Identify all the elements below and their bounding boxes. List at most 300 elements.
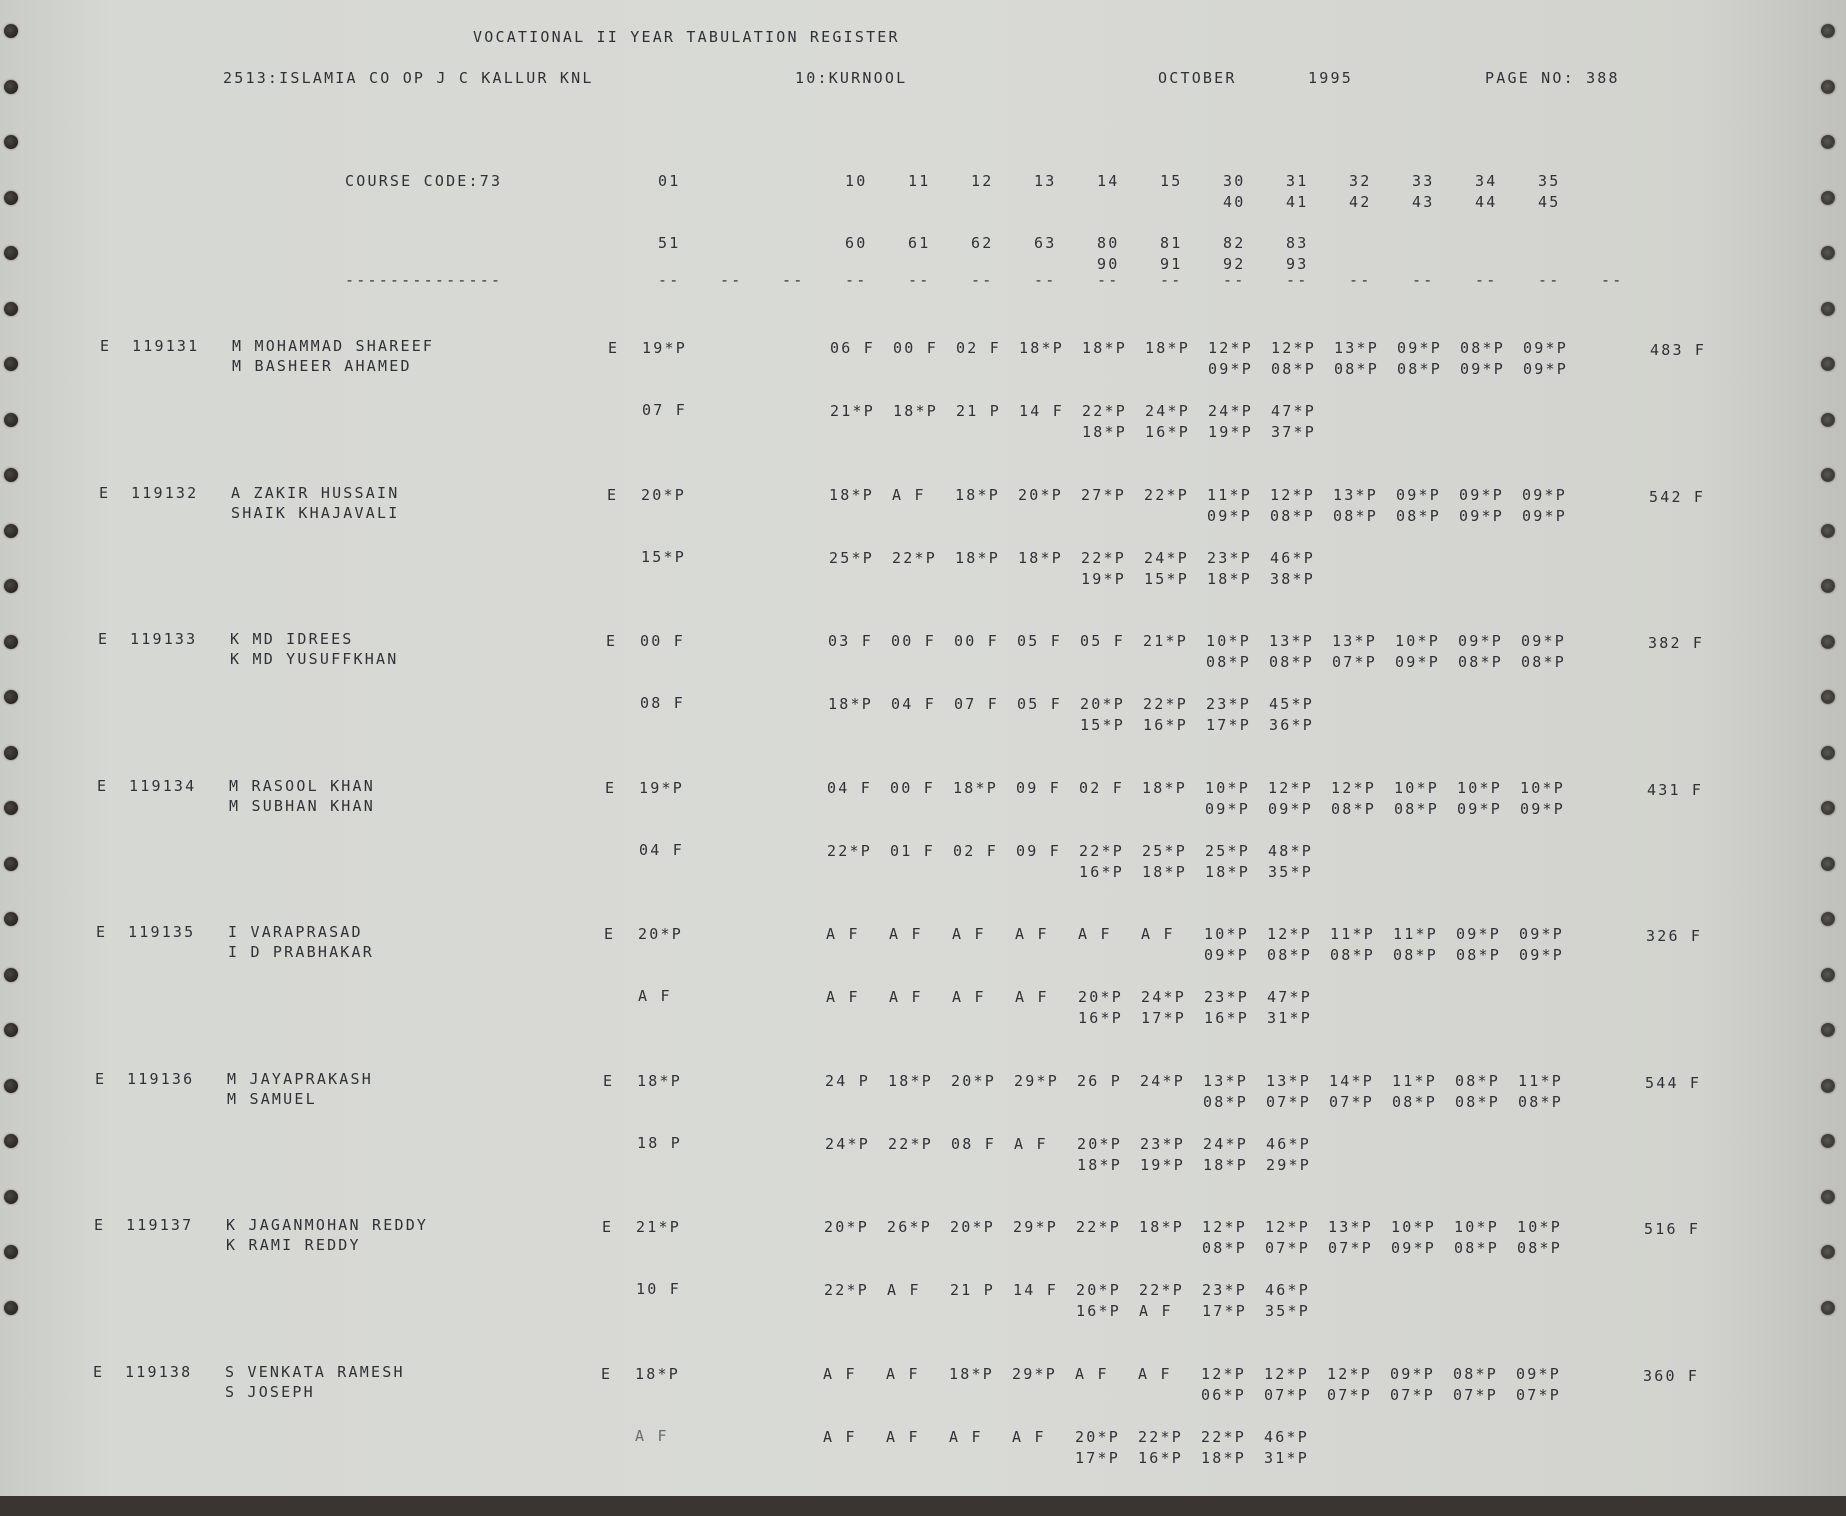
exam-type: E (98, 630, 110, 648)
feed-hole (1821, 690, 1835, 704)
subject-mark: 22*P (1143, 695, 1188, 713)
subject-mark: 08*P (1206, 653, 1251, 671)
subject-mark: A F (952, 925, 986, 943)
subject-mark: A F (1075, 1365, 1109, 1383)
subject-mark: 23*P (1140, 1135, 1185, 1153)
subject-mark: 09*P (1522, 507, 1567, 525)
subject-mark: 10*P (1391, 1218, 1436, 1236)
subject-mark: 08*P (1521, 653, 1566, 671)
subject-mark: A F (886, 1365, 920, 1383)
feed-hole (4, 302, 18, 316)
subject-mark: 14 F (1019, 402, 1064, 420)
feed-hole (1821, 135, 1835, 149)
father-name: M SUBHAN KHAN (229, 797, 375, 815)
subject-mark: 07*P (1329, 1093, 1374, 1111)
subject-mark: 21*P (830, 402, 875, 420)
subject-mark: A F (1012, 1428, 1046, 1446)
subject-mark: 08*P (1393, 946, 1438, 964)
feed-hole (4, 468, 18, 482)
student-name: S VENKATA RAMESH (225, 1363, 405, 1381)
subject-mark: 20*P (1076, 1281, 1121, 1299)
feed-hole (4, 746, 18, 760)
subject-mark: 09*P (1204, 946, 1249, 964)
subject-mark: 10*P (1457, 779, 1502, 797)
feed-hole (4, 1245, 18, 1259)
student-name: K MD IDREES (230, 630, 354, 648)
medium: E (608, 339, 620, 357)
subject-mark: 12*P (1270, 486, 1315, 504)
subject-mark: 23*P (1204, 988, 1249, 1006)
subject-mark: 05 F (1080, 632, 1125, 650)
feed-hole (1821, 246, 1835, 260)
subject-01-mark: 20*P (641, 486, 686, 504)
column-code: 93 (1286, 255, 1309, 273)
subject-mark: 20*P (1018, 486, 1063, 504)
subject-mark: 18*P (1203, 1156, 1248, 1174)
subject-mark: 05 F (1017, 632, 1062, 650)
subject-mark: 08*P (1456, 946, 1501, 964)
hall-ticket-number: 119138 (125, 1363, 193, 1381)
subject-mark: 07*P (1265, 1239, 1310, 1257)
column-code: 44 (1475, 193, 1498, 211)
subject-mark: 46*P (1270, 549, 1315, 567)
subject-mark: 31*P (1264, 1449, 1309, 1467)
column-divider: -- (720, 271, 743, 289)
grand-total: 516 F (1644, 1220, 1701, 1238)
subject-mark: 08*P (1334, 360, 1379, 378)
subject-mark: 09*P (1521, 632, 1566, 650)
subject-mark: 12*P (1264, 1365, 1309, 1383)
subject-mark: 24*P (1145, 402, 1190, 420)
column-code: 15 (1160, 172, 1183, 190)
column-code: 35 (1538, 172, 1561, 190)
exam-type: E (100, 337, 112, 355)
subject-mark: 19*P (1208, 423, 1253, 441)
subject-mark: 09*P (1522, 486, 1567, 504)
student-name: M RASOOL KHAN (229, 777, 375, 795)
subject-mark: 09 F (1016, 779, 1061, 797)
subject-01-mark: 00 F (640, 632, 685, 650)
subject-mark: 01 F (890, 842, 935, 860)
subject-mark: 09*P (1519, 946, 1564, 964)
subject-mark: 09*P (1207, 507, 1252, 525)
grand-total: 483 F (1650, 341, 1707, 359)
subject-mark: 10*P (1454, 1218, 1499, 1236)
subject-51-mark: 15*P (641, 548, 686, 566)
subject-mark: 18*P (1139, 1218, 1184, 1236)
subject-mark: 23*P (1206, 695, 1251, 713)
column-divider: -- (1475, 271, 1498, 289)
column-code: 01 (658, 172, 681, 190)
subject-mark: 09*P (1391, 1239, 1436, 1257)
father-name: I D PRABHAKAR (228, 943, 374, 961)
subject-mark: 24*P (1203, 1135, 1248, 1153)
subject-mark: 02 F (953, 842, 998, 860)
feed-hole (1821, 801, 1835, 815)
feed-hole (1821, 1190, 1835, 1204)
column-code: 61 (908, 234, 931, 252)
subject-mark: 19*P (1140, 1156, 1185, 1174)
subject-mark: 00 F (891, 632, 936, 650)
subject-mark: 29*P (1013, 1218, 1058, 1236)
subject-mark: 18*P (1082, 423, 1127, 441)
column-code: 30 (1223, 172, 1246, 190)
feed-hole (4, 80, 18, 94)
column-divider: -- (1034, 271, 1057, 289)
subject-mark: 11*P (1518, 1072, 1563, 1090)
subject-mark: 13*P (1269, 632, 1314, 650)
subject-mark: A F (1014, 1135, 1048, 1153)
subject-01-mark: 19*P (642, 339, 687, 357)
subject-mark: 46*P (1265, 1281, 1310, 1299)
student-name: M MOHAMMAD SHAREEF (232, 337, 435, 355)
subject-mark: 22*P (892, 549, 937, 567)
hall-ticket-number: 119131 (132, 337, 200, 355)
subject-mark: 08*P (1267, 946, 1312, 964)
column-code: 90 (1097, 255, 1120, 273)
subject-mark: 09*P (1208, 360, 1253, 378)
feed-hole (4, 524, 18, 538)
column-divider: -- (1538, 271, 1561, 289)
subject-mark: 09*P (1523, 360, 1568, 378)
subject-mark: 09*P (1397, 339, 1442, 357)
subject-mark: 12*P (1267, 925, 1312, 943)
subject-mark: 18*P (955, 486, 1000, 504)
subject-mark: 14*P (1329, 1072, 1374, 1090)
subject-mark: 22*P (1079, 842, 1124, 860)
subject-mark: A F (949, 1428, 983, 1446)
feed-hole (1821, 524, 1835, 538)
subject-mark: 08*P (1333, 507, 1378, 525)
subject-mark: 08*P (1394, 800, 1439, 818)
feed-hole (4, 912, 18, 926)
subject-mark: 11*P (1330, 925, 1375, 943)
subject-mark: 22*P (1201, 1428, 1246, 1446)
subject-mark: 03 F (828, 632, 873, 650)
subject-mark: 18*P (893, 402, 938, 420)
father-name: SHAIK KHAJAVALI (231, 504, 400, 522)
subject-mark: 23*P (1202, 1281, 1247, 1299)
feed-hole (4, 1023, 18, 1037)
exam-type: E (95, 1070, 107, 1088)
column-code: 63 (1034, 234, 1057, 252)
feed-hole (1821, 1079, 1835, 1093)
subject-mark: 08*P (1270, 507, 1315, 525)
feed-hole (1821, 857, 1835, 871)
subject-mark: 13*P (1332, 632, 1377, 650)
subject-mark: 22*P (1139, 1281, 1184, 1299)
subject-mark: 22*P (1081, 549, 1126, 567)
subject-mark: 07*P (1453, 1386, 1498, 1404)
column-divider: -- (971, 271, 994, 289)
subject-mark: 11*P (1393, 925, 1438, 943)
subject-mark: 08 F (951, 1135, 996, 1153)
subject-mark: 09*P (1516, 1365, 1561, 1383)
subject-mark: 10*P (1517, 1218, 1562, 1236)
district: 10:KURNOOL (795, 69, 908, 87)
subject-mark: 12*P (1331, 779, 1376, 797)
subject-mark: 08*P (1271, 360, 1316, 378)
subject-mark: 23*P (1207, 549, 1252, 567)
subject-mark: 26*P (887, 1218, 932, 1236)
column-code: 41 (1286, 193, 1309, 211)
subject-mark: 15*P (1080, 716, 1125, 734)
subject-01-mark: 18*P (637, 1072, 682, 1090)
subject-01-mark: 20*P (638, 925, 683, 943)
subject-mark: 17*P (1075, 1449, 1120, 1467)
subject-01-mark: 21*P (636, 1218, 681, 1236)
subject-mark: 08*P (1517, 1239, 1562, 1257)
subject-mark: 24*P (825, 1135, 870, 1153)
hall-ticket-number: 119134 (129, 777, 197, 795)
subject-mark: 24*P (1144, 549, 1189, 567)
subject-51-mark: A F (635, 1427, 669, 1445)
student-name: M JAYAPRAKASH (227, 1070, 373, 1088)
feed-hole (1821, 357, 1835, 371)
subject-mark: 18*P (949, 1365, 994, 1383)
column-code: 10 (845, 172, 868, 190)
subject-mark: 48*P (1268, 842, 1313, 860)
feed-hole (4, 690, 18, 704)
subject-mark: 18*P (1142, 779, 1187, 797)
subject-mark: 06 F (830, 339, 875, 357)
subject-51-mark: 04 F (639, 841, 684, 859)
column-code: 43 (1412, 193, 1435, 211)
subject-mark: 10*P (1520, 779, 1565, 797)
subject-mark: 09*P (1519, 925, 1564, 943)
subject-mark: A F (1138, 1365, 1172, 1383)
feed-hole (4, 413, 18, 427)
subject-mark: 29*P (1014, 1072, 1059, 1090)
feed-hole (1821, 413, 1835, 427)
subject-mark: A F (889, 925, 923, 943)
subject-mark: 08*P (1458, 653, 1503, 671)
subject-mark: 08*P (1455, 1093, 1500, 1111)
subject-mark: 21 P (950, 1281, 995, 1299)
feed-hole (4, 968, 18, 982)
subject-mark: 08*P (1269, 653, 1314, 671)
subject-mark: 13*P (1328, 1218, 1373, 1236)
medium: E (605, 779, 617, 797)
medium: E (603, 1072, 615, 1090)
subject-mark: 14 F (1013, 1281, 1058, 1299)
column-code: 92 (1223, 255, 1246, 273)
subject-mark: 09*P (1459, 507, 1504, 525)
column-code: 13 (1034, 172, 1057, 190)
father-name: M SAMUEL (227, 1090, 317, 1108)
subject-mark: 47*P (1271, 402, 1316, 420)
student-name: K JAGANMOHAN REDDY (226, 1216, 429, 1234)
subject-mark: 07*P (1327, 1386, 1372, 1404)
feed-hole (1821, 912, 1835, 926)
feed-hole (4, 857, 18, 871)
subject-mark: 07*P (1516, 1386, 1561, 1404)
subject-mark: 09*P (1457, 800, 1502, 818)
subject-mark: 18*P (1145, 339, 1190, 357)
college-name: 2513:ISLAMIA CO OP J C KALLUR KNL (223, 69, 594, 87)
column-code: 12 (971, 172, 994, 190)
subject-mark: 24*P (1208, 402, 1253, 420)
subject-mark: 22*P (827, 842, 872, 860)
subject-mark: 09*P (1205, 800, 1250, 818)
column-code: 14 (1097, 172, 1120, 190)
subject-mark: 18*P (953, 779, 998, 797)
subject-mark: 24*P (1140, 1072, 1185, 1090)
feed-hole (4, 135, 18, 149)
column-code: 83 (1286, 234, 1309, 252)
feed-hole (4, 579, 18, 593)
hall-ticket-number: 119135 (128, 923, 196, 941)
column-code: 62 (971, 234, 994, 252)
subject-mark: 20*P (951, 1072, 996, 1090)
subject-mark: 06*P (1201, 1386, 1246, 1404)
subject-mark: 09*P (1396, 486, 1441, 504)
grand-total: 360 F (1643, 1367, 1700, 1385)
subject-mark: 13*P (1333, 486, 1378, 504)
subject-mark: 25*P (829, 549, 874, 567)
medium: E (604, 925, 616, 943)
subject-mark: 31*P (1267, 1009, 1312, 1027)
subject-mark: 08*P (1392, 1093, 1437, 1111)
subject-mark: A F (1078, 925, 1112, 943)
subject-mark: 36*P (1269, 716, 1314, 734)
subject-mark: 08*P (1455, 1072, 1500, 1090)
subject-mark: 12*P (1327, 1365, 1372, 1383)
exam-year: 1995 (1308, 69, 1353, 87)
subject-mark: 22*P (824, 1281, 869, 1299)
subject-mark: 22*P (888, 1135, 933, 1153)
feed-hole (1821, 1301, 1835, 1315)
subject-mark: A F (952, 988, 986, 1006)
column-code: 31 (1286, 172, 1309, 190)
exam-month: OCTOBER (1158, 69, 1237, 87)
column-code: 91 (1160, 255, 1183, 273)
subject-mark: 12*P (1265, 1218, 1310, 1236)
subject-mark: 17*P (1141, 1009, 1186, 1027)
subject-mark: 35*P (1265, 1302, 1310, 1320)
medium: E (601, 1365, 613, 1383)
feed-hole (1821, 1023, 1835, 1037)
column-code: 34 (1475, 172, 1498, 190)
column-divider: -- (1223, 271, 1246, 289)
feed-hole (4, 357, 18, 371)
subject-mark: 18*P (1205, 863, 1250, 881)
feed-hole (4, 801, 18, 815)
subject-mark: 12*P (1202, 1218, 1247, 1236)
column-code: 11 (908, 172, 931, 190)
subject-mark: 13*P (1266, 1072, 1311, 1090)
student-name: I VARAPRASAD (228, 923, 363, 941)
subject-mark: 16*P (1138, 1449, 1183, 1467)
subject-mark: A F (1141, 925, 1175, 943)
feed-hole (1821, 635, 1835, 649)
subject-mark: 00 F (954, 632, 999, 650)
father-name: M BASHEER AHAMED (232, 357, 412, 375)
column-code: 45 (1538, 193, 1561, 211)
column-divider: -- (908, 271, 931, 289)
register-title: VOCATIONAL II YEAR TABULATION REGISTER (473, 28, 900, 46)
father-name: S JOSEPH (225, 1383, 315, 1401)
column-code: 82 (1223, 234, 1246, 252)
subject-mark: 20*P (1078, 988, 1123, 1006)
subject-mark: 11*P (1392, 1072, 1437, 1090)
hall-ticket-number: 119132 (131, 484, 199, 502)
subject-mark: 18*P (828, 695, 873, 713)
feed-hole (1821, 968, 1835, 982)
subject-mark: 38*P (1270, 570, 1315, 588)
feed-hole (4, 191, 18, 205)
subject-mark: 18*P (1207, 570, 1252, 588)
subject-mark: 12*P (1208, 339, 1253, 357)
hall-ticket-number: 119133 (130, 630, 198, 648)
student-name: A ZAKIR HUSSAIN (231, 484, 400, 502)
feed-hole (1821, 1134, 1835, 1148)
subject-mark: 02 F (1079, 779, 1124, 797)
subject-mark: 18*P (1082, 339, 1127, 357)
course-code: COURSE CODE:73 (345, 172, 503, 190)
grand-total: 431 F (1647, 781, 1704, 799)
subject-mark: 08*P (1518, 1093, 1563, 1111)
subject-mark: 09*P (1395, 653, 1440, 671)
subject-mark: 20*P (824, 1218, 869, 1236)
subject-mark: 16*P (1079, 863, 1124, 881)
subject-mark: 35*P (1268, 863, 1313, 881)
subject-mark: 17*P (1206, 716, 1251, 734)
subject-mark: 18*P (955, 549, 1000, 567)
subject-mark: 18*P (888, 1072, 933, 1090)
subject-mark: 10*P (1395, 632, 1440, 650)
feed-hole (1821, 24, 1835, 38)
subject-mark: 46*P (1266, 1135, 1311, 1153)
father-name: K RAMI REDDY (226, 1236, 361, 1254)
feed-hole (1821, 80, 1835, 94)
subject-mark: 13*P (1334, 339, 1379, 357)
subject-mark: 21*P (1143, 632, 1188, 650)
subject-mark: 46*P (1264, 1428, 1309, 1446)
feed-hole (1821, 746, 1835, 760)
feed-hole (4, 1190, 18, 1204)
subject-mark: 29*P (1012, 1365, 1057, 1383)
subject-mark: 21 P (956, 402, 1001, 420)
subject-01-mark: 18*P (635, 1365, 680, 1383)
subject-mark: 16*P (1078, 1009, 1123, 1027)
column-divider: -- (845, 271, 868, 289)
subject-51-mark: 07 F (642, 401, 687, 419)
subject-mark: 08*P (1454, 1239, 1499, 1257)
column-code: 81 (1160, 234, 1183, 252)
subject-mark: 16*P (1204, 1009, 1249, 1027)
subject-mark: 09*P (1268, 800, 1313, 818)
column-divider: -- (1601, 271, 1624, 289)
tractor-feed-right (1810, 0, 1846, 1496)
column-code: 51 (658, 234, 681, 252)
column-code: 42 (1349, 193, 1372, 211)
subject-mark: 22*P (1082, 402, 1127, 420)
feed-hole (4, 1301, 18, 1315)
subject-mark: 22*P (1076, 1218, 1121, 1236)
subject-mark: A F (826, 988, 860, 1006)
feed-hole (4, 1079, 18, 1093)
subject-mark: 16*P (1145, 423, 1190, 441)
column-code: 60 (845, 234, 868, 252)
subject-mark: 24*P (1141, 988, 1186, 1006)
subject-mark: A F (823, 1365, 857, 1383)
medium: E (607, 486, 619, 504)
feed-hole (1821, 468, 1835, 482)
grand-total: 326 F (1646, 927, 1703, 945)
subject-51-mark: 08 F (640, 694, 685, 712)
hall-ticket-number: 119136 (127, 1070, 195, 1088)
